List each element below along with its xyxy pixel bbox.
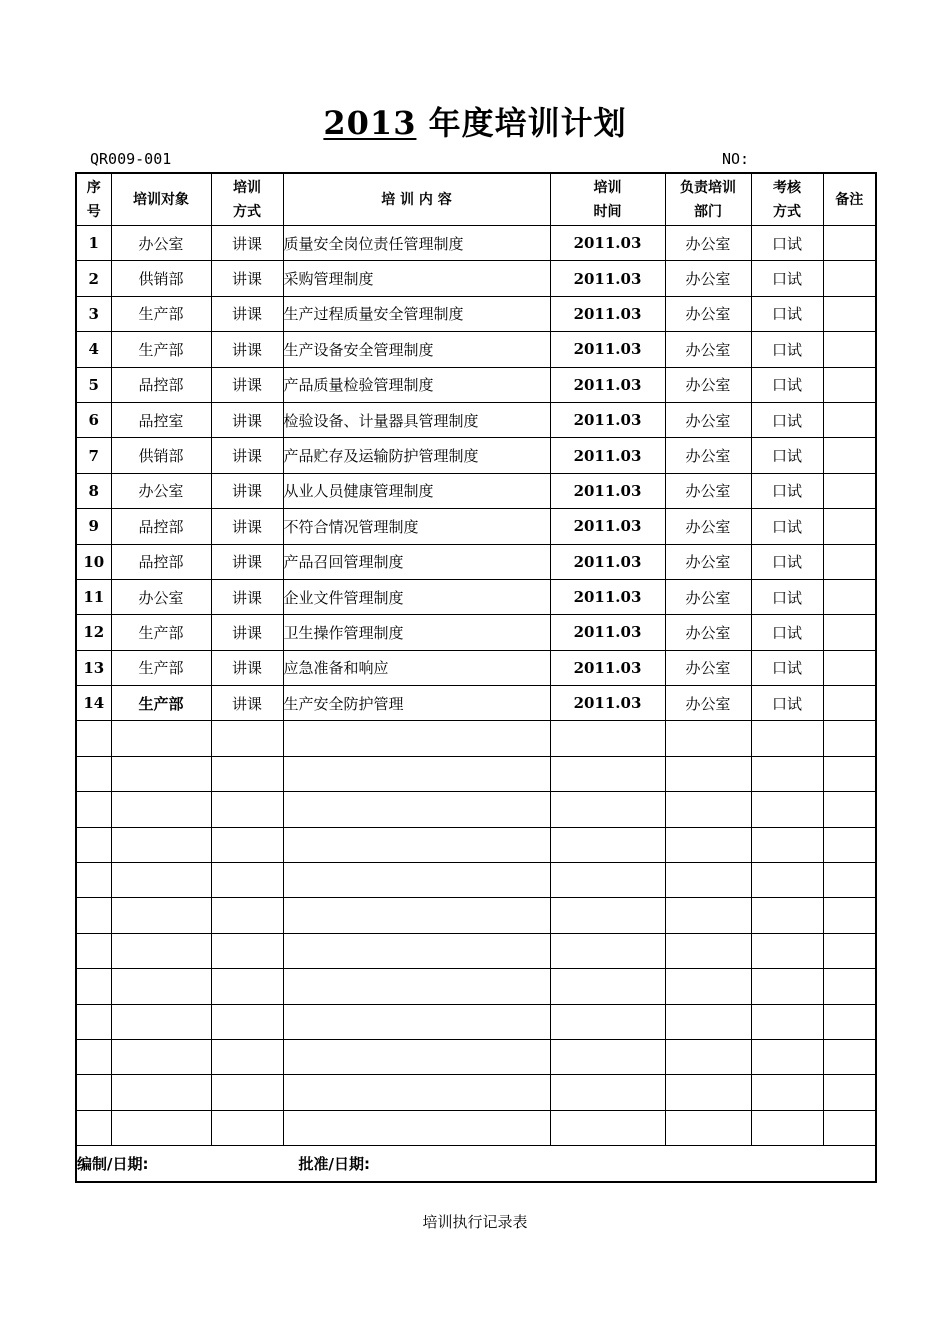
cell-remark xyxy=(823,226,876,261)
cell-time: 2011.03 xyxy=(550,509,665,544)
table-row xyxy=(76,686,876,721)
cell-dept: 办公室 xyxy=(665,367,751,402)
table-row xyxy=(76,332,876,367)
cell-exam: 口试 xyxy=(751,438,823,473)
cell-target: 生产部 xyxy=(111,332,211,367)
cell-time: 2011.03 xyxy=(550,296,665,331)
training-plan-table xyxy=(75,172,877,1183)
cell-exam: 口试 xyxy=(751,615,823,650)
table-row xyxy=(76,579,876,614)
cell-remark xyxy=(823,686,876,721)
cell-target: 供销部 xyxy=(111,438,211,473)
cell-content: 从业人员健康管理制度 xyxy=(283,473,550,508)
cell-method: 讲课 xyxy=(211,615,283,650)
cell-remark xyxy=(823,261,876,296)
cell-time: 2011.03 xyxy=(550,438,665,473)
cell-num: 2 xyxy=(76,261,111,296)
table-row xyxy=(76,650,876,685)
cell-content: 不符合情况管理制度 xyxy=(283,509,550,544)
cell-target: 品控部 xyxy=(111,367,211,402)
table-row xyxy=(76,367,876,402)
cell-method: 讲课 xyxy=(211,226,283,261)
signature-cell xyxy=(76,1146,876,1182)
cell-exam: 口试 xyxy=(751,367,823,402)
cell-num: 4 xyxy=(76,332,111,367)
cell-remark xyxy=(823,438,876,473)
cell-remark xyxy=(823,544,876,579)
header-method: 培训 方式 xyxy=(211,173,283,226)
cell-target: 品控部 xyxy=(111,509,211,544)
cell-content: 生产设备安全管理制度 xyxy=(283,332,550,367)
cell-dept: 办公室 xyxy=(665,615,751,650)
cell-num: 7 xyxy=(76,438,111,473)
cell-content: 生产安全防护管理 xyxy=(283,686,550,721)
cell-num: 10 xyxy=(76,544,111,579)
prepared-by-label: 编制/日期: xyxy=(77,1154,149,1173)
cell-dept: 办公室 xyxy=(665,509,751,544)
cell-content: 企业文件管理制度 xyxy=(283,579,550,614)
cell-method: 讲课 xyxy=(211,438,283,473)
cell-time: 2011.03 xyxy=(550,473,665,508)
table-row xyxy=(76,473,876,508)
header-content: 培 训 内 容 xyxy=(283,173,550,226)
cell-num: 3 xyxy=(76,296,111,331)
empty-row xyxy=(76,933,876,968)
table-row xyxy=(76,296,876,331)
cell-dept: 办公室 xyxy=(665,544,751,579)
cell-time: 2011.03 xyxy=(550,261,665,296)
cell-num: 13 xyxy=(76,650,111,685)
cell-num: 9 xyxy=(76,509,111,544)
table-row xyxy=(76,402,876,437)
cell-time: 2011.03 xyxy=(550,650,665,685)
cell-content: 应急准备和响应 xyxy=(283,650,550,685)
cell-exam: 口试 xyxy=(751,332,823,367)
empty-row xyxy=(76,792,876,827)
document-title xyxy=(0,98,950,144)
header-target: 培训对象 xyxy=(111,173,211,226)
cell-method: 讲课 xyxy=(211,367,283,402)
cell-remark xyxy=(823,402,876,437)
cell-num: 14 xyxy=(76,686,111,721)
cell-method: 讲课 xyxy=(211,509,283,544)
cell-remark xyxy=(823,332,876,367)
table-row xyxy=(76,544,876,579)
header-exam: 考核 方式 xyxy=(751,173,823,226)
table-row xyxy=(76,438,876,473)
form-code: QR009-001 xyxy=(90,150,172,168)
table-row xyxy=(76,615,876,650)
empty-row xyxy=(76,898,876,933)
cell-target: 品控部 xyxy=(111,544,211,579)
cell-target: 品控室 xyxy=(111,402,211,437)
cell-remark xyxy=(823,473,876,508)
cell-remark xyxy=(823,579,876,614)
cell-method: 讲课 xyxy=(211,650,283,685)
cell-dept: 办公室 xyxy=(665,473,751,508)
cell-method: 讲课 xyxy=(211,686,283,721)
cell-time: 2011.03 xyxy=(550,544,665,579)
cell-dept: 办公室 xyxy=(665,226,751,261)
cell-target: 生产部 xyxy=(111,686,211,721)
cell-method: 讲课 xyxy=(211,579,283,614)
cell-method: 讲课 xyxy=(211,402,283,437)
cell-dept: 办公室 xyxy=(665,296,751,331)
cell-time: 2011.03 xyxy=(550,615,665,650)
empty-row xyxy=(76,1110,876,1145)
cell-remark xyxy=(823,615,876,650)
cell-target: 生产部 xyxy=(111,296,211,331)
cell-target: 生产部 xyxy=(111,650,211,685)
table-row xyxy=(76,226,876,261)
cell-time: 2011.03 xyxy=(550,579,665,614)
cell-exam: 口试 xyxy=(751,261,823,296)
cell-content: 产品质量检验管理制度 xyxy=(283,367,550,402)
cell-exam: 口试 xyxy=(751,544,823,579)
cell-target: 办公室 xyxy=(111,473,211,508)
cell-dept: 办公室 xyxy=(665,402,751,437)
cell-num: 6 xyxy=(76,402,111,437)
cell-method: 讲课 xyxy=(211,296,283,331)
signature-row xyxy=(76,1146,876,1182)
table-header-row xyxy=(76,173,876,226)
cell-num: 12 xyxy=(76,615,111,650)
empty-row xyxy=(76,969,876,1004)
cell-exam: 口试 xyxy=(751,473,823,508)
cell-content: 产品贮存及运输防护管理制度 xyxy=(283,438,550,473)
cell-method: 讲课 xyxy=(211,332,283,367)
cell-dept: 办公室 xyxy=(665,686,751,721)
cell-time: 2011.03 xyxy=(550,402,665,437)
cell-remark xyxy=(823,650,876,685)
cell-content: 采购管理制度 xyxy=(283,261,550,296)
table-row xyxy=(76,509,876,544)
empty-row xyxy=(76,756,876,791)
title-text: 年度培训计划 xyxy=(416,104,627,142)
cell-remark xyxy=(823,367,876,402)
page-caption: 培训执行记录表 xyxy=(422,1213,528,1231)
cell-method: 讲课 xyxy=(211,261,283,296)
cell-exam: 口试 xyxy=(751,226,823,261)
cell-content: 检验设备、计量器具管理制度 xyxy=(283,402,550,437)
cell-time: 2011.03 xyxy=(550,367,665,402)
cell-exam: 口试 xyxy=(751,296,823,331)
cell-exam: 口试 xyxy=(751,686,823,721)
cell-dept: 办公室 xyxy=(665,438,751,473)
empty-row xyxy=(76,827,876,862)
header-remark: 备注 xyxy=(823,173,876,226)
cell-time: 2011.03 xyxy=(550,686,665,721)
header-seq: 序 号 xyxy=(76,173,111,226)
cell-content: 质量安全岗位责任管理制度 xyxy=(283,226,550,261)
cell-num: 11 xyxy=(76,579,111,614)
cell-num: 8 xyxy=(76,473,111,508)
empty-row xyxy=(76,721,876,756)
cell-content: 生产过程质量安全管理制度 xyxy=(283,296,550,331)
cell-method: 讲课 xyxy=(211,544,283,579)
header-time: 培训 时间 xyxy=(550,173,665,226)
cell-target: 办公室 xyxy=(111,579,211,614)
cell-remark xyxy=(823,296,876,331)
cell-content: 产品召回管理制度 xyxy=(283,544,550,579)
cell-target: 生产部 xyxy=(111,615,211,650)
cell-num: 1 xyxy=(76,226,111,261)
number-label: NO: xyxy=(722,150,750,168)
cell-dept: 办公室 xyxy=(665,579,751,614)
cell-remark xyxy=(823,509,876,544)
cell-exam: 口试 xyxy=(751,650,823,685)
cell-method: 讲课 xyxy=(211,473,283,508)
cell-content: 卫生操作管理制度 xyxy=(283,615,550,650)
approved-by-label: 批准/日期: xyxy=(298,1154,370,1173)
cell-dept: 办公室 xyxy=(665,332,751,367)
cell-exam: 口试 xyxy=(751,579,823,614)
empty-row xyxy=(76,863,876,898)
empty-row xyxy=(76,1039,876,1074)
cell-exam: 口试 xyxy=(751,509,823,544)
title-year: 2013 xyxy=(323,104,417,142)
cell-time: 2011.03 xyxy=(550,332,665,367)
cell-dept: 办公室 xyxy=(665,650,751,685)
table-row xyxy=(76,261,876,296)
cell-num: 5 xyxy=(76,367,111,402)
empty-row xyxy=(76,1075,876,1110)
cell-dept: 办公室 xyxy=(665,261,751,296)
cell-time: 2011.03 xyxy=(550,226,665,261)
empty-row xyxy=(76,1004,876,1039)
header-dept: 负责培训 部门 xyxy=(665,173,751,226)
cell-target: 供销部 xyxy=(111,261,211,296)
cell-target: 办公室 xyxy=(111,226,211,261)
cell-exam: 口试 xyxy=(751,402,823,437)
